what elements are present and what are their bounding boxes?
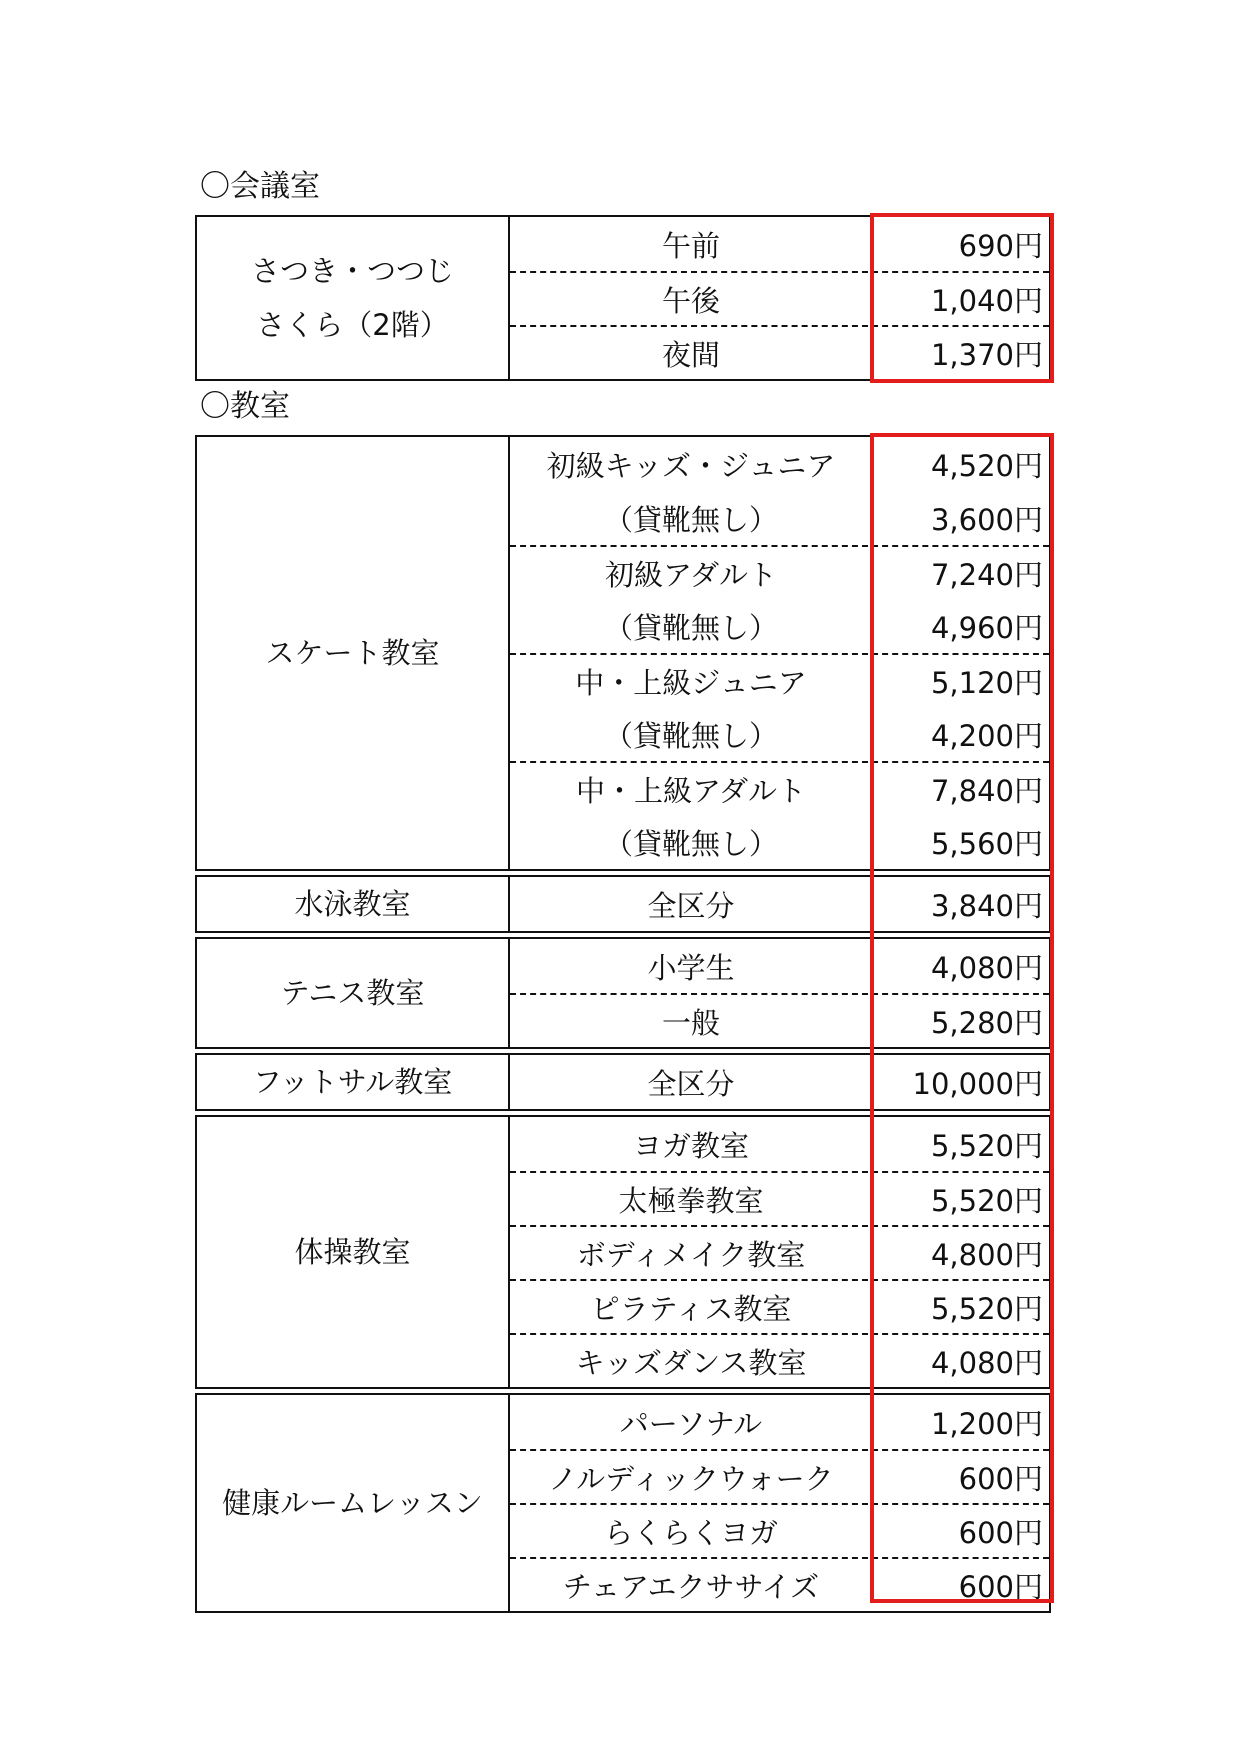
price-value: 4,520円 bbox=[930, 448, 1043, 483]
table-row bbox=[510, 599, 1049, 653]
category-label: パーソナル bbox=[619, 1406, 763, 1441]
table-row bbox=[510, 1503, 1049, 1557]
price-value: 5,520円 bbox=[930, 1183, 1043, 1218]
price-value: 600円 bbox=[958, 1515, 1043, 1550]
price-group bbox=[195, 215, 1051, 381]
group-name-line: さくら（2階） bbox=[256, 308, 449, 342]
group-name bbox=[197, 939, 510, 1047]
category-label: （貸靴無し） bbox=[603, 826, 778, 861]
category-label: 初級アダルト bbox=[605, 557, 777, 592]
table-row bbox=[510, 1449, 1049, 1503]
table-row bbox=[510, 1055, 1049, 1109]
price-value: 690円 bbox=[958, 228, 1043, 263]
price-value: 5,560円 bbox=[930, 826, 1043, 861]
category-label: 初級キッズ・ジュニア bbox=[546, 448, 836, 483]
price-value: 5,280円 bbox=[930, 1005, 1043, 1040]
table-row bbox=[510, 993, 1049, 1047]
group-name bbox=[197, 217, 510, 379]
price-value: 4,800円 bbox=[930, 1237, 1043, 1272]
group-name-line: さつき・つつじ bbox=[250, 254, 454, 288]
price-group bbox=[195, 1053, 1051, 1111]
group-name-line: スケート教室 bbox=[265, 636, 440, 670]
category-label: （貸靴無し） bbox=[603, 718, 778, 753]
category-label: （貸靴無し） bbox=[603, 502, 778, 537]
category-label: キッズダンス教室 bbox=[575, 1345, 807, 1380]
group-name-line: フットサル教室 bbox=[252, 1065, 453, 1099]
category-label: 午前 bbox=[661, 228, 720, 263]
category-label: 一般 bbox=[661, 1005, 720, 1040]
table-row bbox=[510, 491, 1049, 545]
price-value: 1,200円 bbox=[930, 1406, 1043, 1441]
category-label: 全区分 bbox=[647, 1066, 735, 1101]
group-name-line: 体操教室 bbox=[294, 1235, 411, 1269]
price-value: 10,000円 bbox=[912, 1066, 1043, 1101]
category-label: ノルディックウォーク bbox=[548, 1461, 834, 1496]
price-value: 600円 bbox=[958, 1461, 1043, 1496]
category-label: 中・上級アダルト bbox=[576, 773, 806, 808]
category-label: 全区分 bbox=[647, 888, 735, 923]
table-row bbox=[510, 877, 1049, 931]
category-label: 夜間 bbox=[661, 337, 720, 372]
table-row bbox=[510, 1225, 1049, 1279]
category-label: 小学生 bbox=[647, 950, 735, 985]
category-label: ヨガ教室 bbox=[632, 1128, 749, 1163]
price-value: 1,040円 bbox=[930, 283, 1043, 318]
price-value: 600円 bbox=[958, 1569, 1043, 1604]
group-name bbox=[197, 877, 510, 931]
price-value: 4,080円 bbox=[930, 950, 1043, 985]
category-label: チェアエクササイズ bbox=[562, 1569, 820, 1604]
price-group bbox=[195, 1393, 1051, 1613]
price-value: 3,840円 bbox=[930, 888, 1043, 923]
price-group bbox=[195, 1115, 1051, 1389]
price-value: 5,520円 bbox=[930, 1128, 1043, 1163]
category-label: らくらくヨガ bbox=[603, 1515, 778, 1550]
table-row bbox=[510, 1333, 1049, 1387]
group-name bbox=[197, 1117, 510, 1387]
group-name bbox=[197, 1055, 510, 1109]
table-row bbox=[510, 325, 1049, 379]
table-row bbox=[510, 1279, 1049, 1333]
table-row bbox=[510, 437, 1049, 491]
price-value: 4,080円 bbox=[930, 1345, 1043, 1380]
price-group bbox=[195, 937, 1051, 1049]
price-value: 5,520円 bbox=[930, 1291, 1043, 1326]
class-price-table bbox=[195, 435, 1051, 1613]
price-value: 7,240円 bbox=[930, 557, 1043, 592]
group-name-line: テニス教室 bbox=[280, 976, 425, 1010]
section-heading-classes: 〇教室 bbox=[200, 389, 290, 424]
table-row bbox=[510, 1557, 1049, 1611]
group-name bbox=[197, 437, 510, 869]
price-value: 5,120円 bbox=[930, 665, 1043, 700]
table-row bbox=[510, 1117, 1049, 1171]
category-label: 中・上級ジュニア bbox=[575, 665, 807, 700]
group-name bbox=[197, 1395, 510, 1611]
category-label: 太極拳教室 bbox=[618, 1183, 764, 1218]
table-row bbox=[510, 1171, 1049, 1225]
table-row bbox=[510, 271, 1049, 325]
price-group bbox=[195, 435, 1051, 871]
table-row bbox=[510, 707, 1049, 761]
table-row bbox=[510, 815, 1049, 869]
table-row bbox=[510, 545, 1049, 599]
table-row bbox=[510, 217, 1049, 271]
group-name-line: 健康ルームレッスン bbox=[222, 1486, 483, 1520]
category-label: 午後 bbox=[661, 283, 720, 318]
table-row bbox=[510, 939, 1049, 993]
category-label: （貸靴無し） bbox=[603, 610, 778, 645]
table-row bbox=[510, 1395, 1049, 1449]
group-name-line: 水泳教室 bbox=[294, 887, 411, 921]
price-value: 7,840円 bbox=[930, 773, 1043, 808]
category-label: ピラティス教室 bbox=[590, 1291, 792, 1326]
price-value: 1,370円 bbox=[930, 337, 1043, 372]
price-value: 4,960円 bbox=[930, 610, 1043, 645]
price-value: 4,200円 bbox=[930, 718, 1043, 753]
table-row bbox=[510, 761, 1049, 815]
price-value: 3,600円 bbox=[930, 502, 1043, 537]
meeting-room-price-table bbox=[195, 215, 1051, 381]
category-label: ボディメイク教室 bbox=[576, 1237, 806, 1272]
table-row bbox=[510, 653, 1049, 707]
section-heading-meeting-room: 〇会議室 bbox=[200, 169, 320, 204]
price-group bbox=[195, 875, 1051, 933]
